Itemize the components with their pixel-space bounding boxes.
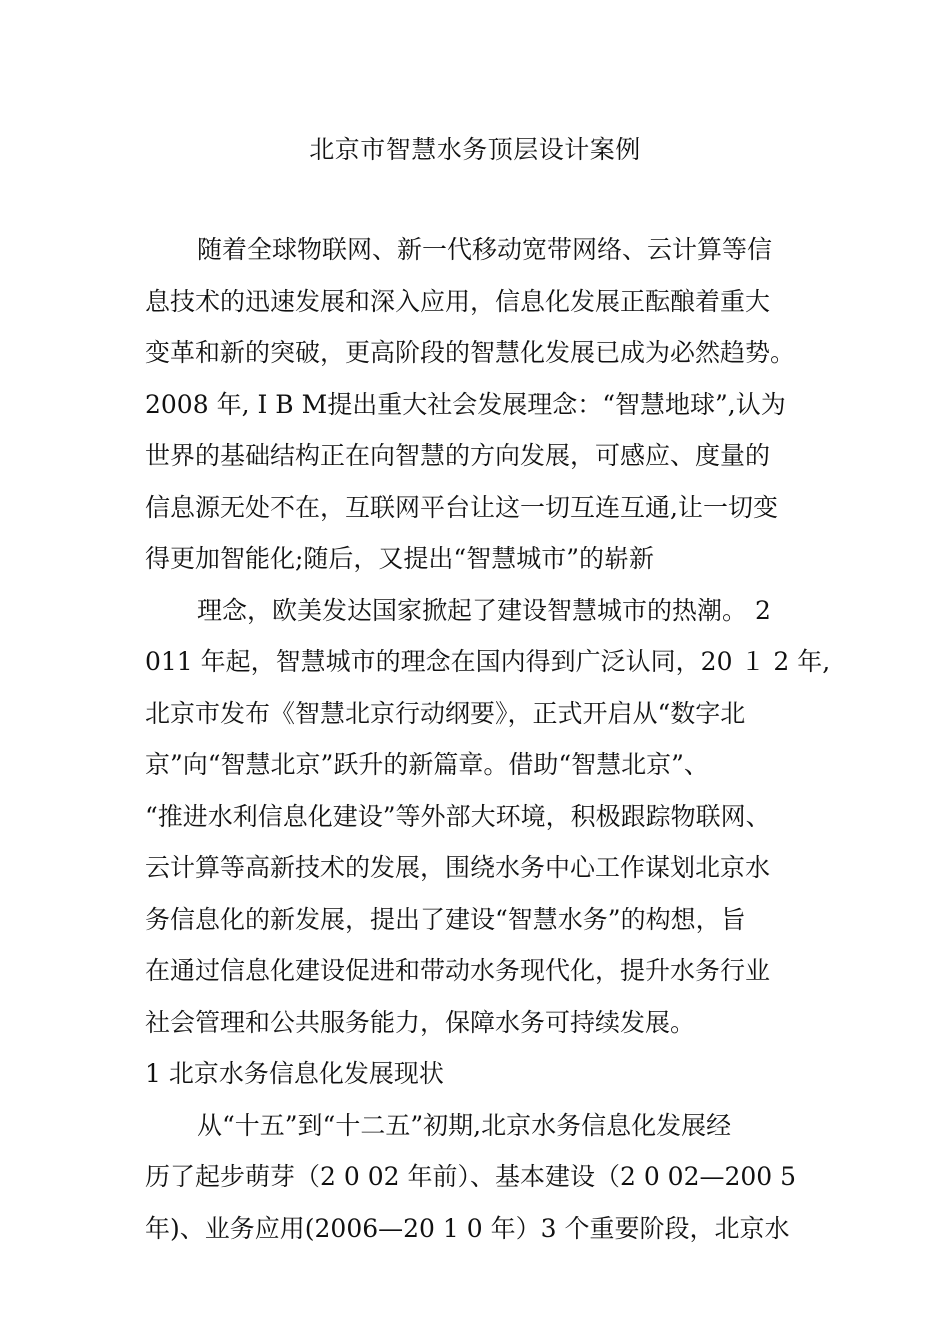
- section-heading: 1 北京水务信息化发展现状: [145, 1059, 444, 1088]
- paragraph-line: 从“十五”到“十二五”初期,北京水务信息化发展经: [197, 1110, 732, 1140]
- paragraph-line: 世界的基础结构正在向智慧的方向发展，可感应、度量的: [145, 441, 771, 470]
- paragraph-line: 在通过信息化建设促进和带动水务现代化，提升水务行业: [145, 956, 771, 985]
- paragraph-line: 信息源无处不在，互联网平台让这一切互连互通,让一切变: [145, 492, 778, 522]
- paragraph-line: 变革和新的突破，更高阶段的智慧化发展已成为必然趋势。: [145, 338, 796, 367]
- paragraph-line: 社会管理和公共服务能力，保障水务可持续发展。: [145, 1007, 696, 1037]
- paragraph-line: 云计算等高新技术的发展，围绕水务中心工作谋划北京水: [145, 853, 771, 882]
- paragraph-line: 务信息化的新发展，提出了建设“智慧水务”的构想，旨: [145, 904, 746, 934]
- paragraph-line: 年)、业务应用(2006—20 1 0 年）3 个重要阶段，北京水: [145, 1213, 790, 1243]
- paragraph-line: 得更加智能化;随后，又提出“智慧城市”的崭新: [145, 544, 654, 573]
- paragraph-line: 2008 年, I B M提出重大社会发展理念：“智慧地球”,认为: [145, 389, 786, 419]
- document-title: 北京市智慧水务顶层设计案例: [309, 135, 641, 164]
- paragraph-line: 历了起步萌芽（2 0 02 年前）、基本建设（2 0 02—200 5: [145, 1162, 797, 1191]
- paragraph-line: 随着全球物联网、新一代移动宽带网络、云计算等信: [197, 235, 773, 264]
- paragraph-line: 北京市发布《智慧北京行动纲要》，正式开启从“数字北: [145, 698, 746, 728]
- paragraph-line: 理念，欧美发达国家掀起了建设智慧城市的热潮。 2: [197, 595, 771, 625]
- paragraph-line: 京”向“智慧北京”跃升的新篇章。借助“智慧北京”、: [145, 750, 709, 779]
- document-body: [145, 230, 831, 1260]
- paragraph-line: 息技术的迅速发展和深入应用，信息化发展正酝酿着重大: [145, 286, 771, 316]
- paragraph-line: “推进水利信息化建设”等外部大环境，积极跟踪物联网、: [145, 801, 771, 831]
- paragraph-line: 011 年起，智慧城市的理念在国内得到广泛认同，20 １ 2 年,: [145, 647, 831, 676]
